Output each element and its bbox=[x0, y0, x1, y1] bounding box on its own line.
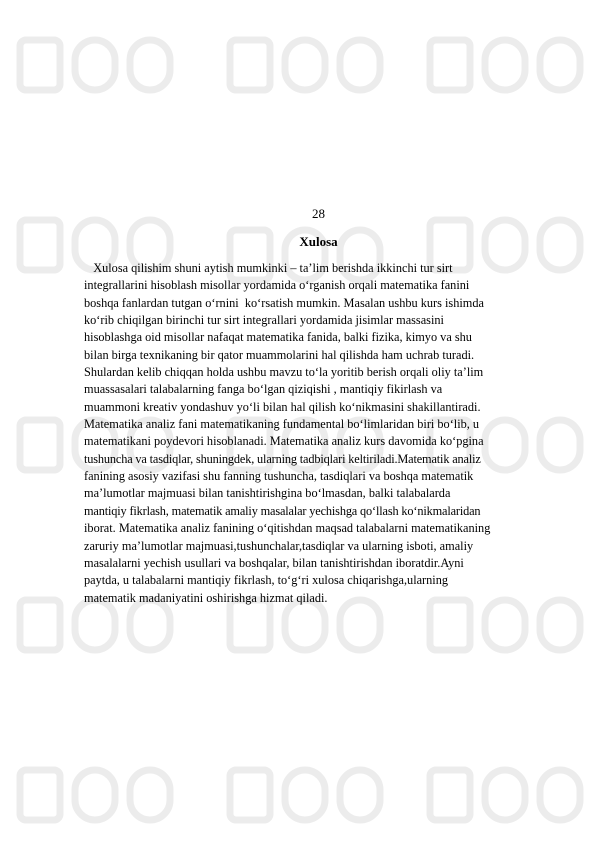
paragraph-line: muassasalari talabalarning fanga bo‘lgan qiziqishi , mantiqiy fikirlash va bbox=[84, 382, 443, 397]
paragraph-line: iborat. Matematika analiz fanining o‘qitishdan maqsad talabalarni matematikaning bbox=[84, 521, 491, 536]
paragraph-line: bilan birga texnikaning bir qator muammolarini hal qilishda ham uchrab turadi. bbox=[84, 347, 475, 362]
section-heading: Xulosa bbox=[299, 234, 338, 249]
paragraph-line: fanining asosiy vazifasi shu fanning tushuncha, tasdiqlari va boshqa matematik bbox=[84, 469, 474, 484]
paragraph-line: boshqa fanlardan tutgan o‘rnini ko‘rsatish mumkin. Masalan ushbu kurs ishimda bbox=[84, 295, 484, 310]
paragraph-line: masalalarni yechish usullari va boshqalar, bilan tanishtirishdan iboratdir.Ayni bbox=[84, 555, 464, 570]
paragraph-line: paytda, u talabalarni mantiqiy fikrlash, to‘g‘ri xulosa chiqarishga,ularning bbox=[84, 573, 449, 588]
paragraph-line: muammoni kreativ yondashuv yo‘li bilan hal qilish ko‘nikmasini shakillantiradi. bbox=[84, 399, 481, 414]
page-number: 28 bbox=[312, 206, 325, 221]
body-paragraph bbox=[84, 260, 530, 607]
paragraph-line: tushuncha va tasdiqlar, shuningdek, ularning tadbiqlari keltiriladi.Matematik analiz bbox=[84, 451, 481, 466]
paragraph-line: Matematika analiz fani matematikaning fundamental bo‘limlaridan biri bo‘lib, u bbox=[84, 417, 480, 432]
paragraph-line: integrallarini hisoblash misollar yordamida o‘rganish orqali matematika fanini bbox=[84, 278, 470, 293]
paragraph-line: matematikani poydevori hisoblanadi. Matematika analiz kurs davomida ko‘pgina bbox=[84, 434, 484, 449]
paragraph-line: Xulosa qilishim shuni aytish mumkinki – ta’lim berishda ikkinchi tur sirt bbox=[84, 261, 453, 275]
paragraph-line: hisoblashga oid misollar nafaqat matematika fanida, balki fizika, kimyo va shu bbox=[84, 330, 472, 345]
paragraph-line: mantiqiy fikrlash, matematik amaliy masalalar yechishga qo‘llash ko‘nikmalaridan bbox=[84, 503, 481, 518]
paragraph-line: matematik madaniyatini oshirishga hizmat qiladi. bbox=[84, 590, 328, 605]
paragraph-line: ko‘rib chiqilgan birinchi tur sirt integrallari yordamida jisimlar massasini bbox=[84, 313, 444, 328]
paragraph-line: Shulardan kelib chiqqan holda ushbu mavzu to‘la yoritib berish orqali oliy ta’lim bbox=[84, 365, 484, 380]
paragraph-line: ma’lumotlar majmuasi bilan tanishtirishgina bo‘lmasdan, balki talabalarda bbox=[84, 486, 451, 501]
paragraph-line: zaruriy ma’lumotlar majmuasi,tushunchalar,tasdiqlar va ularning isboti, amaliy bbox=[84, 538, 474, 553]
